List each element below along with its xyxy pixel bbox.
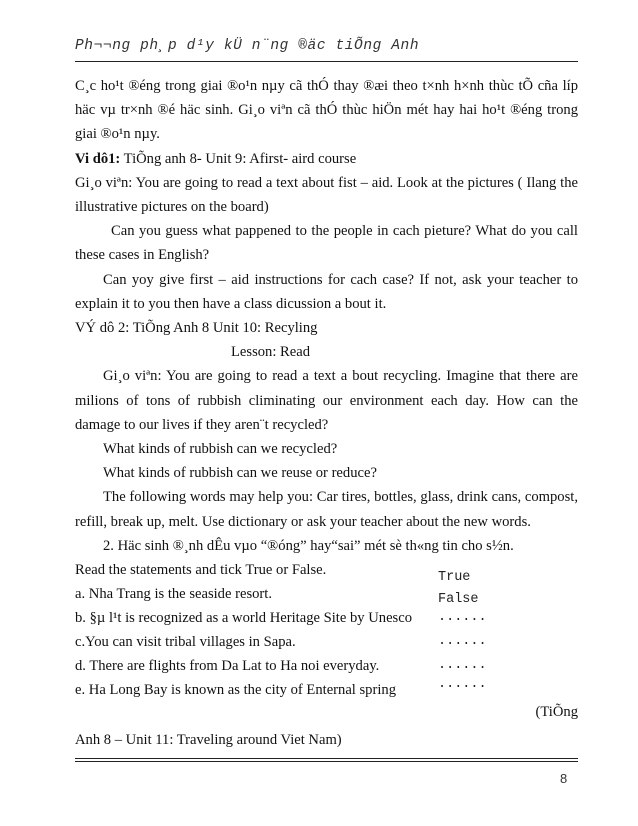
paragraph-8: The following words may help you: Car tires, bottles, glass, drink cans, compost, refill, break up, melt. Use dictionary or ask your teacher about the new words. (75, 489, 578, 530)
table-row: b. §µ l¹t is recognized as a world Heritage Site by Unesco (75, 610, 412, 627)
header-rule (75, 61, 578, 62)
paragraph-4: Can yoy give first – aid instructions for cach case? If not, ask your teacher to explain it to you then have a class dicussion a bout it. (75, 271, 578, 312)
paragraph-6: What kinds of rubbish can we recycled? (103, 441, 338, 458)
table-row: c.You can visit tribal villages in Sapa. (75, 634, 296, 651)
true-label: True (438, 570, 471, 586)
paragraph-2: Gi¸o viªn: You are going to read a text about fist – aid. Look at the pictures ( Ilang the illustrative pictures on the board) (75, 174, 578, 216)
running-header: Ph¬¬ng ph¸p d¹y kÜ n¨ng ®äc tiÕng Anh (75, 38, 420, 54)
paragraph-3: Can you guess what pappened to the people in cach pieture? What do you call these cases in English? (75, 223, 578, 264)
table-row: a. Nha Trang is the seaside resort. (75, 586, 272, 603)
table-row: e. Ha Long Bay is known as the city of Enternal spring (75, 682, 396, 699)
paragraph-1: C¸c ho¹t ®éng trong giai ®o¹n nµy cã thÓ thay ®æi theo t×nh h×nh thùc tÕ cña líp häc vµ tr×nh ®é häc sinh. Gi¸o viªn cã thÓ thùc hiÖn mét hay hai ho¹t ®éng trong giai ®o¹n nµy. (75, 78, 578, 143)
table-row: d. There are flights from Da Lat to Ha noi everyday. (75, 658, 380, 675)
answer-dots: ...... (438, 634, 487, 650)
lesson-line: Lesson: Read (231, 344, 311, 361)
false-label: False (438, 592, 479, 608)
answer-dots: ...... (438, 658, 487, 674)
example-1-text: TiÕng anh 8- Unit 9: Afirst- aird course (120, 150, 357, 167)
paragraph-9: 2. Häc sinh ®¸nh dÊu vµo “®óng” hay“sai” mét sè th«ng tin cho s½n. (103, 537, 514, 554)
example-1-label: Vi dô1: (75, 150, 121, 167)
answer-dots: ...... (438, 677, 487, 693)
footer-rule (75, 758, 578, 759)
table-instruction: Read the statements and tick True or False. (75, 562, 327, 579)
paragraph-7: What kinds of rubbish can we reuse or reduce? (103, 465, 377, 482)
true-false-table (75, 558, 578, 699)
example-1-line (75, 147, 578, 171)
page-number: 8 (560, 771, 568, 786)
page-body (75, 74, 578, 752)
answer-dots: ...... (438, 610, 487, 626)
source-citation: Anh 8 – Unit 11: Traveling around Viet Nam) (75, 732, 342, 749)
paragraph-5: Gi¸o viªn: You are going to read a text a bout recycling. Imagine that there are milions of tons of rubbish climinating our environment each day. How can the damage to our lives if they aren¨t recycled? (75, 368, 578, 433)
footer-rule-double (75, 761, 578, 762)
example-2-line: VÝ dô 2: TiÕng Anh 8 Unit 10: Recyling (75, 320, 318, 337)
source-citation-start: (TiÕng (535, 704, 578, 721)
